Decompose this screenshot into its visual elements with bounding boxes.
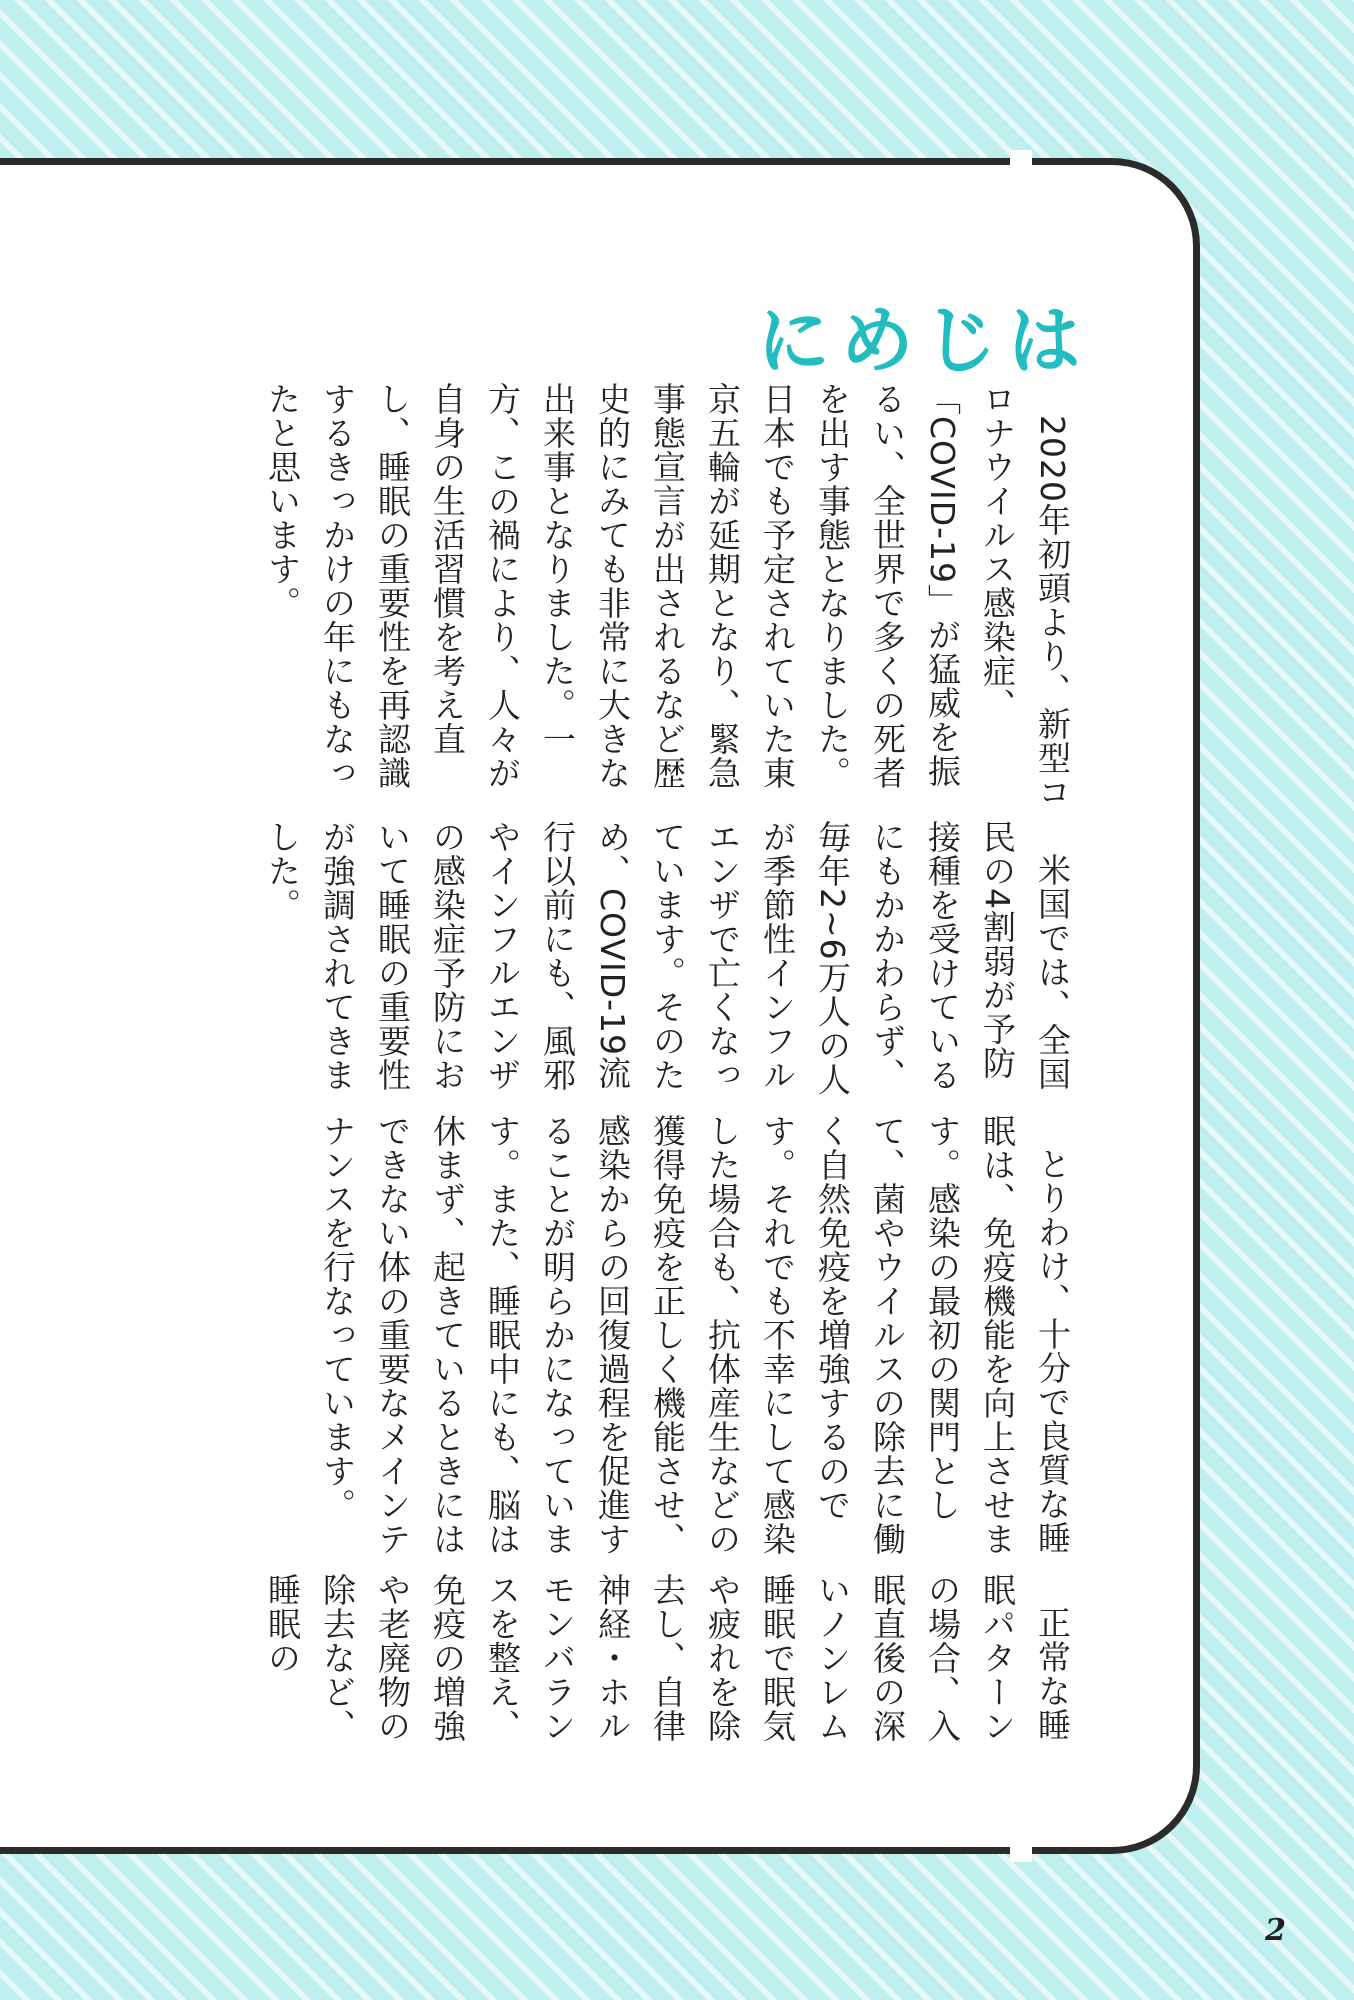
paragraph: 2020年初頭より、新型コロナウイルス感染症、「COVID-19」が猛威を振るい、全世界で多くの死者を出す事態となりました。日本でも予定されていた東京五輪が延期となり、緊急事態宣言が出されるなど歴史的にみても非常に大きな出来事となりました。一方、この禍により、人々が自身の生活習慣を考え直し、睡眠の重要性を再認識するきっかけの年にもなったと思います。 xyxy=(263,382,1072,809)
page-title: はじめに xyxy=(743,300,1083,382)
paragraph: 正常な睡眠パターンの場合、入眠直後の深いノンレム睡眠で眠気や疲れを除去し、自律神経・ホルモンバランスを整え、免疫の増強や老廃物の除去など、睡眠の xyxy=(263,1572,1072,1743)
paragraph: とりわけ、十分で良質な睡眠は、免疫機能を向上させます。感染の最初の関門として、菌やウイルスの除去に働く自然免疫を増強するのです。それでも不幸にして感染した場合も、抗体産生などの獲得免疫を正しく機能させ、感染からの回復過程を促進することが明らかになっています。また、睡眠中にも、脳は休まず、起きているときにはできない体の重要なメインテナンスを行なっています。 xyxy=(318,1114,1072,1557)
paragraph: 米国では、全国民の4割弱が予防接種を受けているにもかかわらず、毎年2~6万人の人が季節性インフルエンザで亡くなっています。そのため、COVID-19流行以前にも、風邪やインフルエンザの感染症予防において睡眠の重要性が強調されてきました。 xyxy=(263,820,1072,1097)
page-content xyxy=(120,300,1083,1760)
page-number: 2 xyxy=(1265,1913,1286,1948)
frame-gap xyxy=(1010,150,1032,172)
frame-gap xyxy=(1010,1840,1032,1862)
